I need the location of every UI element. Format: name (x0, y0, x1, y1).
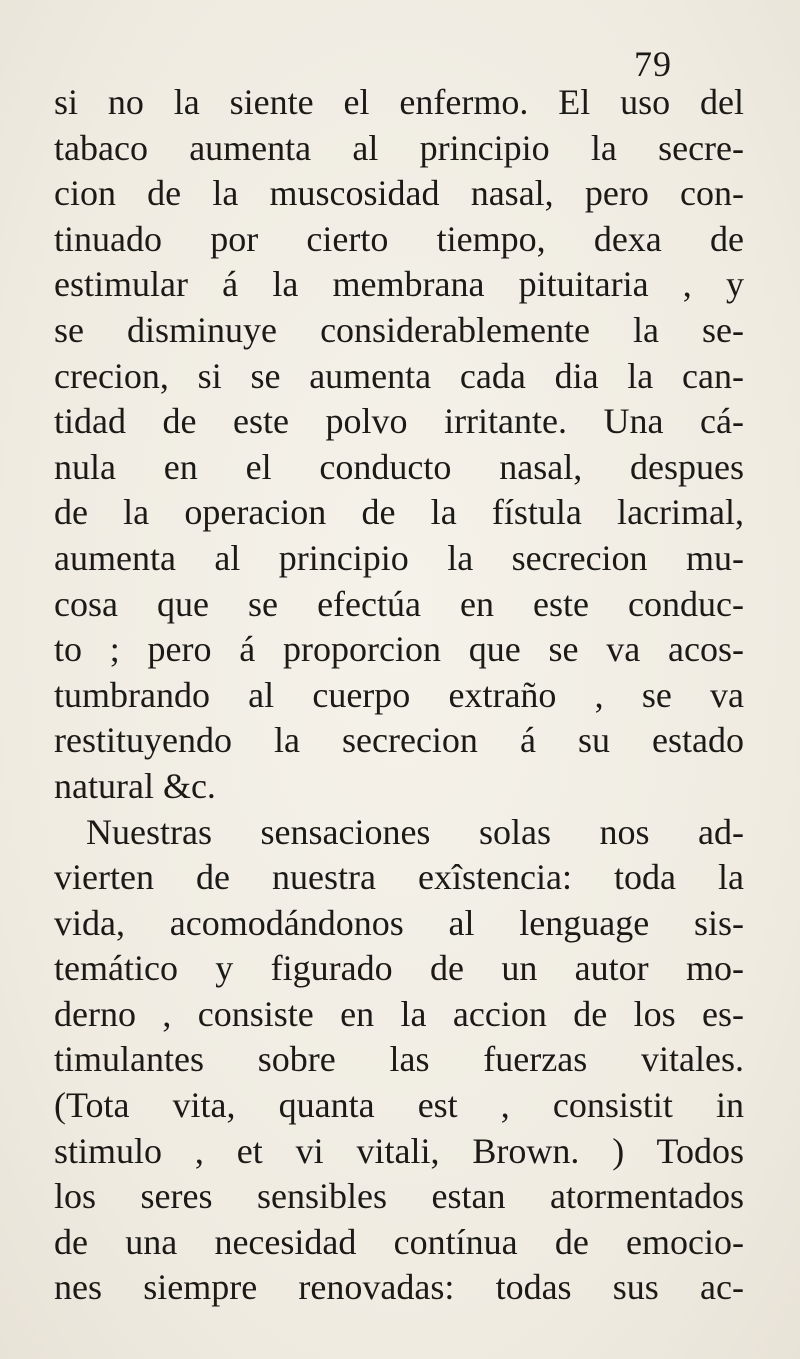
text-line: de una necesidad contínua de emocio- (54, 1221, 744, 1262)
text-line: los seres sensibles estan atormentados (54, 1176, 744, 1217)
text-line: tidad de este polvo irritante. Una cá- (54, 401, 744, 442)
text-line: tinuado por cierto tiempo, dexa de (54, 218, 744, 259)
paragraph-end-line: natural &c. (54, 765, 216, 806)
text-line: cion de la muscosidad nasal, pero con- (54, 173, 744, 214)
latin-quote-line: (Tota vita, quanta est , consistit in (54, 1085, 744, 1126)
page-number: 79 (634, 44, 672, 84)
text-line: to ; pero á proporcion que se va acos- (54, 629, 744, 670)
text-line: temático y figurado de un autor mo- (54, 948, 744, 989)
text-line: tabaco aumenta al principio la secre- (54, 127, 744, 168)
text-line: crecion, si se aumenta cada dia la can- (54, 355, 744, 396)
text-line: cosa que se efectúa en este conduc- (54, 583, 744, 624)
text-line: de la operacion de la fístula lacrimal, (54, 492, 744, 533)
paragraph-start-line: Nuestras sensaciones solas nos ad- (86, 811, 744, 852)
text-line: estimular á la membrana pituitaria , y (54, 264, 744, 305)
text-line: nes siempre renovadas: todas sus ac- (54, 1267, 744, 1308)
text-line: derno , consiste en la accion de los es- (54, 993, 744, 1034)
text-line: nula en el conducto nasal, despues (54, 446, 744, 487)
text-line: tumbrando al cuerpo extraño , se va (54, 674, 744, 715)
text-line: vida, acomodándonos al lenguage sis- (54, 902, 744, 943)
text-line: aumenta al principio la secrecion mu- (54, 537, 744, 578)
text-line: vierten de nuestra exîstencia: toda la (54, 857, 744, 898)
text-line: se disminuye considerablemente la se- (54, 309, 744, 350)
text-line: timulantes sobre las fuerzas vitales. (54, 1039, 744, 1080)
body-text (54, 80, 744, 1311)
text-line: restituyendo la secrecion á su estado (54, 720, 744, 761)
text-line: si no la siente el enfermo. El uso del (54, 82, 744, 122)
latin-quote-line: stimulo , et vi vitali, Brown. ) Todos (54, 1130, 744, 1171)
